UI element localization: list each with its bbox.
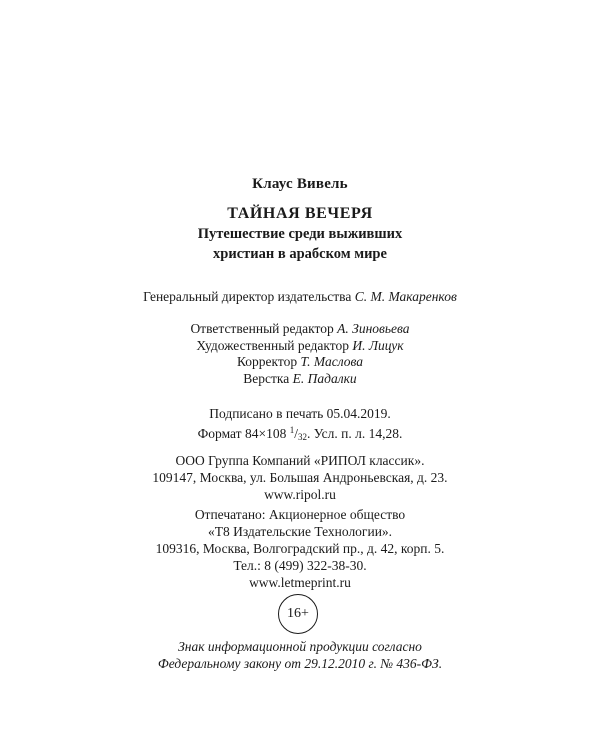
staff-name: Е. Падалки (292, 370, 357, 386)
publisher-website: www.ripol.ru (264, 487, 336, 502)
staff-credits (0, 320, 600, 386)
book-author: Клаус Вивель (252, 176, 348, 192)
format-suffix: . Усл. п. л. 14,28. (306, 426, 403, 441)
format-slash: / (294, 426, 298, 441)
printer-line: «Т8 Издательские Технологии». (207, 524, 393, 539)
printer-line: 109316, Москва, Волгоградский пр., д. 42, корп. 5. (155, 541, 445, 556)
publisher-info (0, 452, 600, 503)
staff-line (0, 337, 600, 354)
general-director-name: С. М. Макаренков (354, 289, 457, 304)
age-rating-badge: 16+ (278, 594, 318, 634)
staff-role: Корректор (236, 354, 298, 369)
printer-line: www.letmeprint.ru (249, 575, 351, 590)
subtitle-line: Путешествие среди выживших (197, 226, 403, 242)
format-line (0, 422, 600, 442)
general-director-role: Генеральный директор издательства (143, 289, 352, 304)
publisher-address: 109147, Москва, ул. Большая Андроньевская, д. 23. (152, 470, 448, 485)
staff-role: Ответственный редактор (190, 321, 334, 336)
printer-line: Отпечатано: Акционерное общество (194, 507, 406, 522)
law-notice-line: Знак информационной продукции согласно (178, 639, 422, 654)
law-notice (0, 638, 600, 672)
publisher-name: ООО Группа Компаний «РИПОЛ классик». (175, 453, 425, 468)
staff-name: Т. Маслова (300, 354, 364, 369)
subtitle-line: христиан в арабском мире (213, 246, 387, 262)
book-subtitle (0, 224, 600, 264)
format-prefix: Формат 84×108 (197, 426, 287, 441)
staff-line (0, 353, 600, 370)
printer-info (0, 506, 600, 591)
staff-role: Верстка (243, 370, 290, 386)
signed-to-print: Подписано в печать 05.04.2019. (209, 406, 391, 421)
book-title: ТАЙНАЯ ВЕЧЕРЯ (227, 205, 373, 222)
format-denominator: 32 (297, 432, 307, 442)
printer-line: Тел.: 8 (499) 322-38-30. (233, 558, 367, 573)
law-notice-line: Федеральному закону от 29.12.2010 г. № 436-ФЗ. (157, 656, 443, 671)
staff-line (0, 370, 600, 387)
format-numerator: 1 (289, 425, 295, 435)
staff-name: И. Лицук (352, 337, 404, 353)
staff-name: А. Зиновьева (337, 321, 410, 336)
staff-line (0, 320, 600, 337)
print-info (0, 405, 600, 442)
general-director-line (0, 288, 600, 305)
staff-role: Художественный редактор (196, 337, 349, 353)
